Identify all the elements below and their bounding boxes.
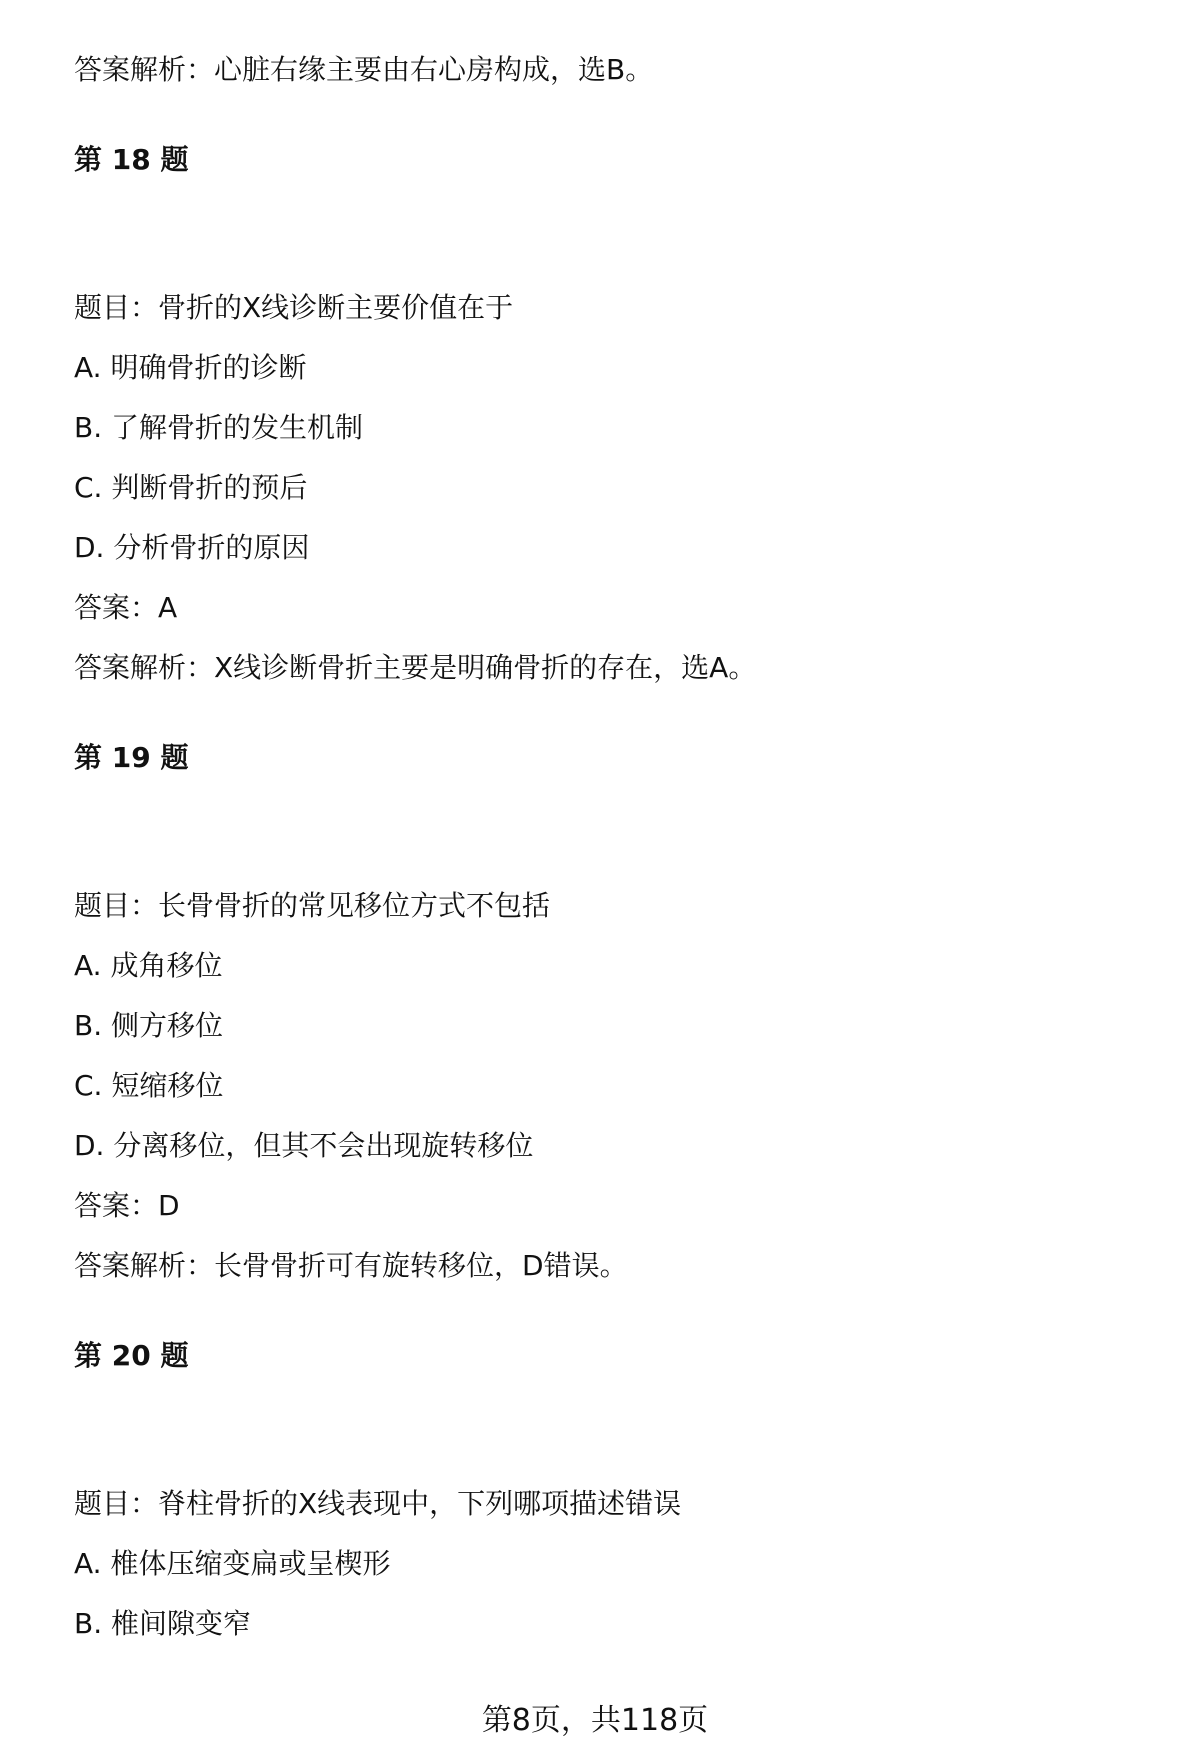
q18-answer: 答案：A — [74, 591, 178, 624]
q18-question: 题目：骨折的X线诊断主要价值在于 — [74, 291, 514, 324]
page-number-footer: 第8页，共118页 — [481, 1703, 709, 1738]
q18-heading: 第 18 题 — [74, 143, 189, 176]
q20-heading: 第 20 题 — [74, 1339, 189, 1372]
q18-option-b: B. 了解骨折的发生机制 — [74, 411, 364, 444]
q18-option-c: C. 判断骨折的预后 — [74, 471, 308, 504]
q20-question: 题目：脊柱骨折的X线表现中，下列哪项描述错误 — [74, 1487, 682, 1520]
q20-option-b: B. 椎间隙变窄 — [74, 1607, 252, 1640]
q18-option-a: A. 明确骨折的诊断 — [74, 351, 307, 384]
q18-option-d: D. 分析骨折的原因 — [74, 531, 310, 564]
q19-heading: 第 19 题 — [74, 741, 189, 774]
q19-option-a: A. 成角移位 — [74, 949, 223, 982]
q19-question: 题目：长骨骨折的常见移位方式不包括 — [74, 889, 551, 922]
q19-option-c: C. 短缩移位 — [74, 1069, 224, 1102]
q17-explanation: 答案解析：心脏右缘主要由右心房构成，选B。 — [74, 53, 654, 86]
q20-option-a: A. 椎体压缩变扁或呈楔形 — [74, 1547, 391, 1580]
q19-option-d: D. 分离移位，但其不会出现旋转移位 — [74, 1129, 534, 1162]
q19-explanation: 答案解析：长骨骨折可有旋转移位，D错误。 — [74, 1249, 628, 1282]
q19-answer: 答案：D — [74, 1189, 180, 1222]
q19-option-b: B. 侧方移位 — [74, 1009, 224, 1042]
q18-explanation: 答案解析：X线诊断骨折主要是明确骨折的存在，选A。 — [74, 651, 757, 684]
